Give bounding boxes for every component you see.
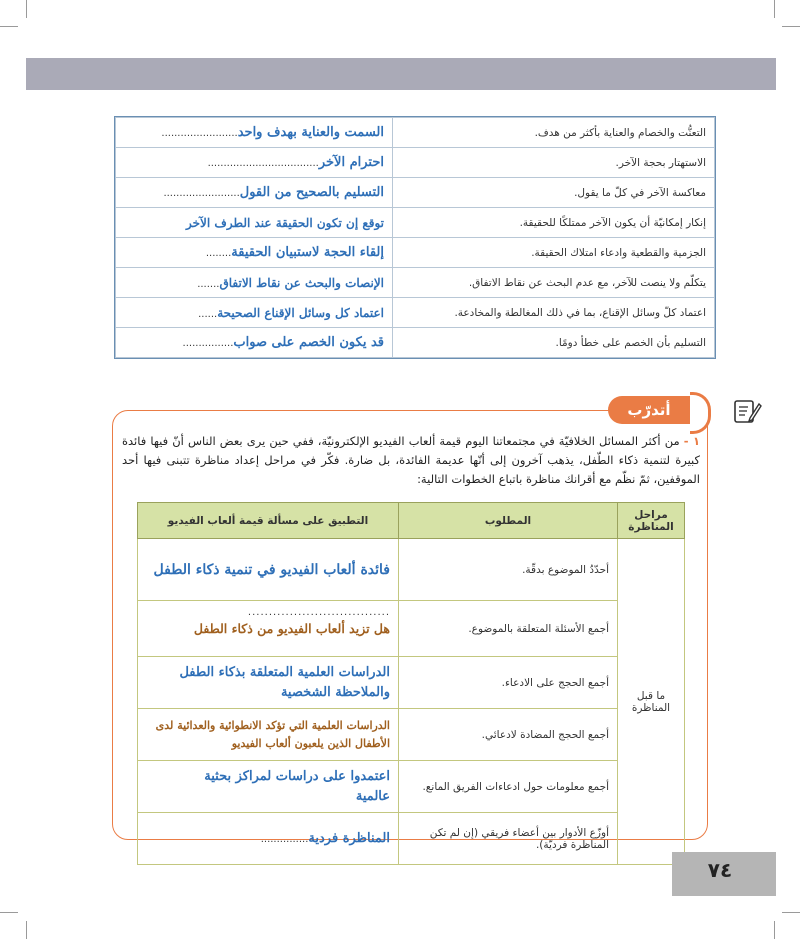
dotted-line: ........................ [161, 128, 238, 139]
practice-badge: أتدرّب [608, 396, 690, 424]
table-cell-question: معاكسة الآخر في كلّ ما يقول. [393, 178, 715, 208]
table-cell-answer [116, 298, 393, 328]
handwritten-answer: التسليم بالصحيح من القول [239, 185, 384, 200]
table-cell-question: يتكلّم ولا ينصت للآخر، مع عدم البحث عن نقاط الاتفاق. [393, 268, 715, 298]
required-cell: أجمع معلومات حول ادعاءات الفريق المانع. [399, 761, 618, 813]
table-row [116, 178, 715, 208]
handwritten-answer: قد يكون الخصم على صواب [233, 335, 384, 350]
application-cell [138, 601, 399, 657]
table-row [116, 118, 715, 148]
handwritten-answer: هل تزيد ألعاب الفيديو من ذكاء الطفل [193, 621, 390, 636]
debate-table [137, 502, 685, 865]
col-header-stage: مراحل المناظرة [618, 503, 685, 539]
dotted-line: ............... [260, 834, 309, 845]
table-cell-question: الجزمية والقطعية وادعاء امتلاك الحقيقة. [393, 238, 715, 268]
table-row [138, 709, 685, 761]
table-row [138, 813, 685, 865]
table-row [116, 238, 715, 268]
table-row [138, 539, 685, 601]
table-row [138, 761, 685, 813]
application-cell [138, 657, 399, 709]
handwritten-answer: إلقاء الحجة لاستبيان الحقيقة [231, 245, 384, 260]
application-cell [138, 709, 399, 761]
dotted-line: ...... [198, 308, 218, 320]
crop-mark [774, 921, 775, 939]
table-row [116, 298, 715, 328]
dotted-line: ........ [205, 248, 232, 259]
crop-mark [774, 0, 775, 18]
handwritten-answer: الدراسات العلمية المتعلقة بذكاء الطفل والملاحظة الشخصية [179, 664, 390, 700]
notepad-pencil-icon [732, 398, 762, 424]
required-cell: أجمع الحجج المضادة لادعائي. [399, 709, 618, 761]
dotted-line: ................ [182, 338, 234, 349]
required-cell: أجمع الأسئلة المتعلقة بالموضوع. [399, 601, 618, 657]
table-row [138, 601, 685, 657]
stage-cell: ما قبل المناظرة [618, 539, 685, 865]
dotted-line: .................................. [247, 607, 390, 618]
table-row [116, 268, 715, 298]
handwritten-answer: فائدة ألعاب الفيديو في تنمية ذكاء الطفل [153, 561, 390, 578]
col-header-required: المطلوب [399, 503, 618, 539]
comparison-table [114, 116, 716, 359]
handwritten-answer: توقع إن تكون الحقيقة عند الطرف الآخر [186, 215, 384, 230]
table-cell-question: اعتماد كلّ وسائل الإقناع، بما في ذلك المغالطة والمخادعة. [393, 298, 715, 328]
table-row [116, 148, 715, 178]
application-cell [138, 539, 399, 601]
crop-mark [26, 0, 27, 18]
crop-mark [26, 921, 27, 939]
dotted-line: ................................... [207, 158, 319, 169]
exercise-intro [122, 432, 700, 489]
table-cell-answer [116, 208, 393, 238]
handwritten-answer: المناظرة فردية [308, 831, 390, 846]
handwritten-answer: اعتماد كل وسائل الإقناع الصحيحة [217, 305, 384, 320]
application-cell [138, 761, 399, 813]
table-cell-answer [116, 268, 393, 298]
table-cell-answer [116, 328, 393, 358]
table-cell-question: إنكار إمكانيّة أن يكون الآخر ممتلكًا للحقيقة. [393, 208, 715, 238]
exercise-text: من أكثر المسائل الخلافيّة في مجتمعاتنا اليوم قيمة ألعاب الفيديو الإلكترونيّة، ففي حين يرى بعض الناس أنّ فيها فائدة كبيرة لتنمية ذكاء الطّفل، يذهب آخرون إلى أنّها عديمة الفائدة، بل ضارة. فكّر في مراحل إعداد مناظرة تتبنى فيها أحد الموقفين، ثمّ نظّم مع أقرانك مناظرة باتباع الخطوات التالية: [122, 434, 700, 486]
table-cell-answer [116, 148, 393, 178]
handwritten-answer: احترام الآخر [318, 155, 384, 170]
table-row [138, 657, 685, 709]
header-band [26, 58, 776, 90]
dotted-line: ....... [197, 278, 220, 290]
required-cell: أحدّدُ الموضوع بدقّة. [399, 539, 618, 601]
table-row [116, 208, 715, 238]
handwritten-answer: الإنصات والبحث عن نقاط الاتفاق [219, 275, 384, 290]
application-cell [138, 813, 399, 865]
table-row [116, 328, 715, 358]
table-cell-question: التسليم بأن الخصم على خطأ دومًا. [393, 328, 715, 358]
table-cell-question: الاستهتار بحجة الآخر. [393, 148, 715, 178]
crop-mark [0, 26, 18, 27]
required-cell: أوزّع الأدوار بين أعضاء فريقي (إن لم تكن المناظرة فرديّة). [399, 813, 618, 865]
table-header-row [138, 503, 685, 539]
handwritten-answer: السمت والعناية بهدف واحد [237, 125, 384, 140]
crop-mark [782, 912, 800, 913]
table-cell-answer [116, 118, 393, 148]
page-number: ٧٤ [707, 858, 733, 882]
handwritten-answer: الدراسات العلمية التي تؤكد الانطوائية والعدائية لدى الأطفال الذين يلعبون ألعاب الفيديو [155, 718, 390, 750]
crop-mark [0, 912, 18, 913]
table-cell-answer [116, 178, 393, 208]
crop-mark [782, 26, 800, 27]
handwritten-answer: اعتمدوا على دراسات لمراكز بحثية عالمية [204, 768, 390, 804]
table-cell-answer [116, 238, 393, 268]
col-header-application: التطبيق على مسألة قيمة ألعاب الفيديو [138, 503, 399, 539]
required-cell: أجمع الحجج على الادعاء. [399, 657, 618, 709]
table-cell-question: التعنُّت والخصام والعناية بأكثر من هدف. [393, 118, 715, 148]
dotted-line: ........................ [163, 188, 240, 199]
exercise-number: ١ - [683, 434, 701, 448]
